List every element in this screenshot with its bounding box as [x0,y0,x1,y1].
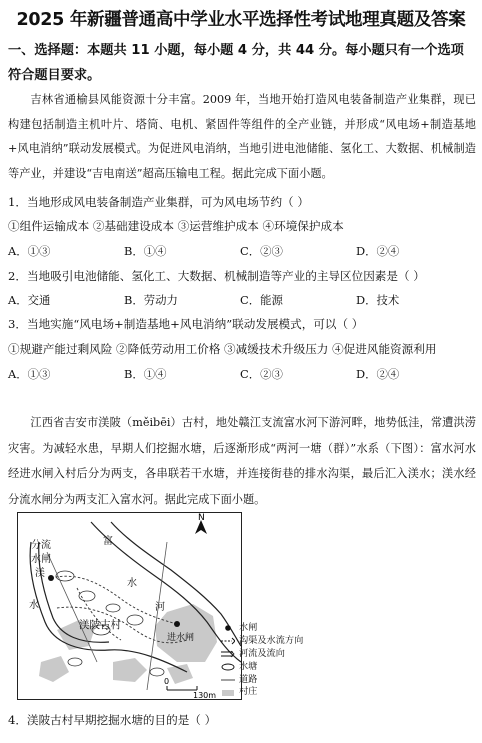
village-icon [221,689,235,697]
scale-130m: 130m [193,691,217,700]
question-3-options [8,366,476,382]
passage-2: 江西省吉安市渼陂（měibēi）古村，地处赣江支流富水河下游河畔，地势低洼，常遭洪涝灾害。为减轻水患，早期人们挖掘水塘，后逐渐形成“两河一塘（群）”水系（下图）：富水河水经进水闸入村后分为两支，各串联若干水塘，并连接街巷的排水沟渠，最后汇入渼水；渼水经分流水闸分为两支汇入富水河。据此完成下面小题。 [8,416,476,506]
legend-item-sluice: 水闸 [221,622,331,635]
question-2-options [8,292,476,308]
option-c[interactable]: C．②③ [240,367,283,381]
sluice-jinshui [174,621,180,627]
legend-item-pond: 水塘 [221,661,331,674]
label-mei: 渼 [35,568,45,579]
page-title: 2025 年新疆普通高中学业水平选择性考试地理真题及答案 [16,10,466,30]
option-b[interactable]: B．①④ [124,367,167,381]
option-a[interactable]: A．①③ [8,244,51,258]
canal-arrow-icon [221,637,235,645]
label-shuizha: 水闸 [31,554,51,565]
pond-icon [221,663,235,671]
map-svg [17,512,242,700]
option-d[interactable]: D．②④ [356,367,400,381]
legend-item-road: 道路 [221,674,331,687]
question-2-stem: 2．当地吸引电池储能、氢化工、大数据、机械制造等产业的主导区位因素是（ ） [8,269,425,283]
sluice-fenliu [48,575,54,581]
label-fu: 富 [103,536,113,547]
question-1-statements: ①组件运输成本 ②基础建设成本 ③运营维护成本 ④环境保护成本 [8,219,344,233]
option-b[interactable]: B．劳动力 [124,293,178,307]
legend-item-canal: 沟渠及水流方向 [221,635,331,648]
option-d[interactable]: D．②④ [356,244,400,258]
option-a[interactable]: A．交通 [8,293,51,307]
option-c[interactable]: C．能源 [240,293,283,307]
scale-zero: 0 [164,677,170,686]
label-he: 河 [155,602,165,613]
question-4-stem: 4．渼陂古村早期挖掘水塘的目的是（ ） [8,713,217,727]
passage-1: 吉林省通榆县风能资源十分丰富。2009 年，当地开始打造风电装备制造产业集群，现已构建包括制造主机叶片、塔筒、电机、紧固件等组件的全产业链，并形成“风电场+制造基地+风电消纳”联动发展模式。为促进风电消纳，当地引进电池储能、氢化工、大数据、机械制造等产业，并建设“吉电南送”超高压输电工程。据此完成下面小题。 [8,93,476,180]
question-1-stem: 1．当地形成风电装备制造产业集群，可为风电场节约（ ） [8,195,309,209]
village-water-system-map [17,512,242,700]
section-heading: 一、选择题：本题共 11 小题，每小题 4 分，共 44 分。每小题只有一个选项符合题目要求。 [8,43,464,83]
option-d[interactable]: D．技术 [356,293,400,307]
road-icon [221,676,235,684]
label-village: 渼陂古村 [79,619,121,631]
question-3-statements: ①规避产能过剩风险 ②降低劳动用工价格 ③减缓技术升级压力 ④促进风能资源利用 [8,342,437,356]
river-arrow-icon [221,650,235,658]
label-shui2: 水 [127,578,137,589]
legend-item-river: 河流及流向 [221,648,331,661]
question-3-stem: 3．当地实施“风电场+制造基地+风电消纳”联动发展模式，可以（ ） [8,317,364,331]
map-legend [221,622,331,699]
option-c[interactable]: C．②③ [240,244,283,258]
label-fenliu: 分流 [31,540,51,551]
label-shui: 水 [29,600,39,611]
option-a[interactable]: A．①③ [8,367,51,381]
sluice-icon [221,624,235,632]
label-jinshuizha: 进水闸 [167,633,195,643]
question-1-options [8,243,476,259]
legend-item-village: 村庄 [221,686,331,699]
option-b[interactable]: B．①④ [124,244,167,258]
north-label: N [198,513,205,523]
